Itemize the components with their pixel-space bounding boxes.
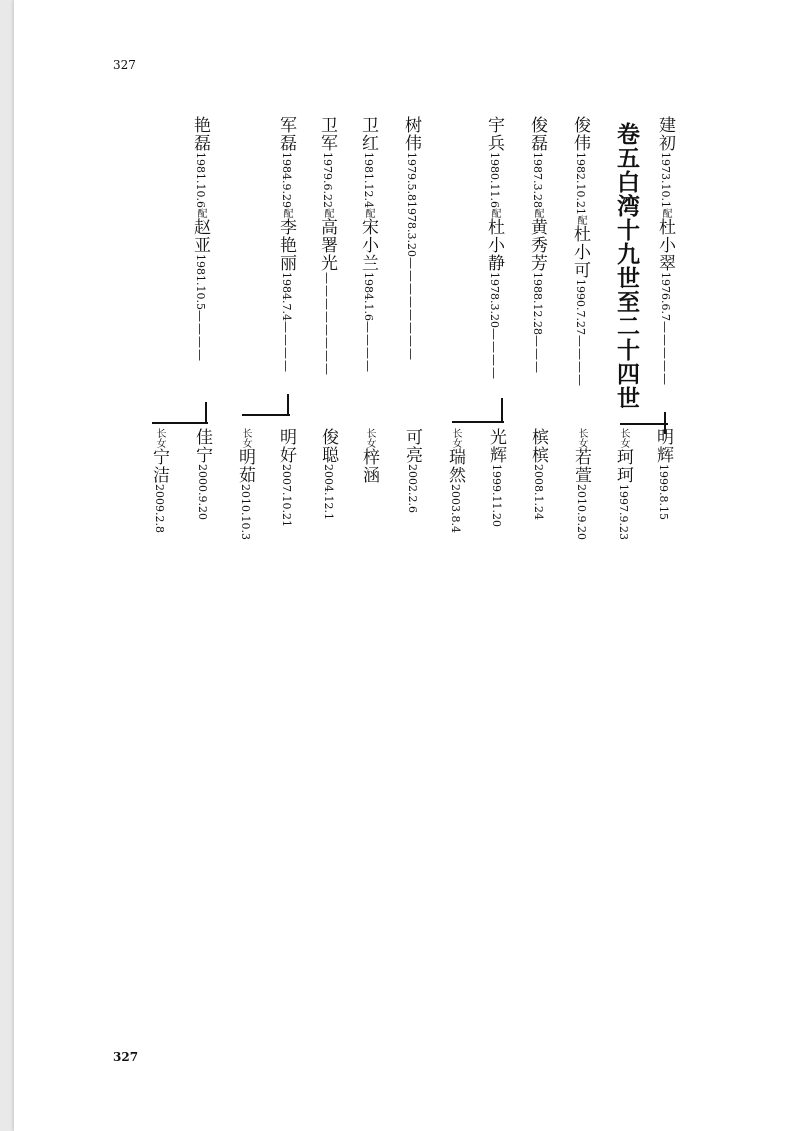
person-name: 卫红 (358, 116, 378, 152)
child-birth-date: 1999.11.20 (490, 464, 503, 527)
child-name: 宁洁 (149, 448, 169, 484)
spouse-marker: 配 (575, 214, 586, 225)
child-birth-date: 2008.1.24 (532, 464, 545, 520)
child-name: 明好 (276, 428, 296, 464)
child-name: 若萱 (571, 448, 591, 484)
child-entry (446, 428, 463, 533)
child-relation: 长女 (450, 428, 461, 448)
child-relation: 长女 (364, 428, 375, 448)
child-name: 明辉 (653, 428, 673, 464)
bracket-line (242, 414, 290, 416)
birth-date: 1982.10.21 (574, 152, 587, 215)
birth-date: 1979.6.22 (321, 152, 334, 208)
connector-dashes: ———————— (320, 271, 334, 376)
bracket-line (152, 422, 208, 424)
child-name: 槟槟 (528, 428, 548, 464)
genealogy-line (318, 116, 335, 376)
child-name: 俊聪 (318, 428, 338, 464)
birth-date: 1981.12.4 (362, 152, 375, 208)
connector-dashes: ———— (487, 327, 501, 380)
bracket-tick (287, 394, 289, 415)
genealogy-line (528, 116, 545, 374)
person-name: 俊磊 (527, 116, 547, 152)
genealogy-line (277, 116, 294, 373)
connector-dashes: ————— (658, 320, 672, 386)
birth-date: 1973.10.1 (659, 152, 672, 208)
child-entry (614, 428, 631, 540)
spouse-name: 高署光 (317, 217, 337, 272)
child-entry (150, 428, 167, 533)
connector-dashes: ———————— (404, 256, 418, 361)
bracket-tick (501, 398, 503, 422)
document-page (14, 0, 785, 1131)
page-title: 卷五白湾十九世至二十四世 (613, 122, 639, 410)
spouse-birth-date: 1988.12.28 (531, 271, 544, 335)
spouse-name: 杜小翠 (655, 217, 675, 272)
spouse-name: 赵亚 (190, 217, 210, 254)
person-name: 卫军 (317, 116, 337, 152)
genealogy-line (571, 116, 588, 387)
child-entry (319, 428, 336, 520)
connector-dashes: ———— (361, 320, 375, 373)
child-name: 佳宁 (192, 428, 212, 464)
child-entry (487, 428, 504, 527)
child-relation: 长女 (154, 428, 165, 448)
connector-dashes: ———— (193, 309, 207, 362)
page-number-bottom: 327 (113, 1050, 139, 1064)
child-relation: 长女 (240, 428, 251, 448)
child-birth-date: 2010.10.3 (239, 484, 252, 540)
person-name: 树伟 (401, 116, 421, 152)
spouse-birth-date: 1978.3.20 (488, 271, 501, 328)
spouse-name: 杜小静 (484, 217, 504, 272)
child-birth-date: 1999.8.15 (657, 464, 670, 520)
child-birth-date: 1997.9.23 (617, 484, 630, 540)
spouse-name: 宋小兰 (358, 217, 378, 272)
connector-dashes: ———— (279, 320, 293, 373)
bracket-line (620, 423, 668, 425)
spouse-birth-date: 1990.7.27 (574, 278, 587, 335)
spouse-name: 杜小可 (570, 224, 590, 279)
spouse-birth-date: 1984.1.6 (362, 271, 375, 321)
page-number-top: 327 (113, 58, 136, 72)
child-birth-date: 2004.12.1 (322, 464, 335, 520)
birth-date: 1980.11.6 (488, 152, 501, 208)
child-name: 明茹 (235, 448, 255, 484)
child-name: 瑞然 (445, 448, 465, 484)
spouse-birth-date: 1984.7.4 (280, 271, 293, 321)
child-entry (654, 428, 671, 520)
birth-date: 1981.10.6 (194, 152, 207, 208)
genealogy-line (485, 116, 502, 380)
spouse-marker: 配 (195, 207, 206, 218)
birth-date: 1987.3.28 (531, 152, 544, 208)
spouse-marker: 配 (363, 207, 374, 218)
child-entry (403, 428, 420, 513)
spouse-marker: 配 (532, 207, 543, 218)
child-birth-date: 2000.9.20 (196, 464, 209, 520)
child-birth-date: 2009.2.8 (153, 484, 166, 533)
child-birth-date: 2007.10.21 (280, 464, 293, 527)
spouse-birth-date: 1978.3.20 (405, 200, 418, 257)
person-name: 宇兵 (484, 116, 504, 152)
bracket-tick (205, 402, 207, 423)
child-entry (572, 428, 589, 540)
person-name: 军磊 (276, 116, 296, 152)
birth-date: 1979.5.8 (405, 152, 418, 201)
person-name: 艳磊 (190, 116, 210, 152)
spouse-marker: 配 (660, 207, 671, 218)
child-relation: 长女 (576, 428, 587, 448)
child-entry (360, 428, 377, 484)
connector-dashes: ———— (573, 334, 587, 387)
spouse-name: 李艳丽 (276, 217, 296, 272)
child-entry (193, 428, 210, 520)
genealogy-line (191, 116, 208, 362)
connector-dashes: ——— (530, 334, 544, 374)
child-entry (236, 428, 253, 540)
person-name: 俊伟 (570, 116, 590, 152)
spouse-marker: 配 (489, 207, 500, 218)
child-name: 光辉 (486, 428, 506, 464)
child-name: 珂珂 (613, 448, 633, 484)
spouse-birth-date: 1981.10.5 (194, 253, 207, 310)
spouse-birth-date: 1976.6.7 (659, 271, 672, 321)
genealogy-line (402, 116, 419, 361)
child-birth-date: 2002.2.6 (406, 464, 419, 513)
child-name: 可亮 (402, 428, 422, 464)
child-entry (529, 428, 546, 520)
child-relation: 长女 (618, 428, 629, 448)
spouse-marker: 配 (281, 207, 292, 218)
birth-date: 1984.9.29 (280, 152, 293, 208)
genealogy-line (359, 116, 376, 373)
child-birth-date: 2003.8.4 (449, 484, 462, 533)
bracket-line (452, 421, 504, 423)
child-entry (277, 428, 294, 527)
genealogy-line (656, 116, 673, 386)
spouse-marker: 配 (322, 207, 333, 218)
child-name: 梓涵 (359, 448, 379, 484)
spouse-name: 黄秀芳 (527, 217, 547, 272)
person-name: 建初 (655, 116, 675, 152)
child-birth-date: 2010.9.20 (575, 484, 588, 540)
